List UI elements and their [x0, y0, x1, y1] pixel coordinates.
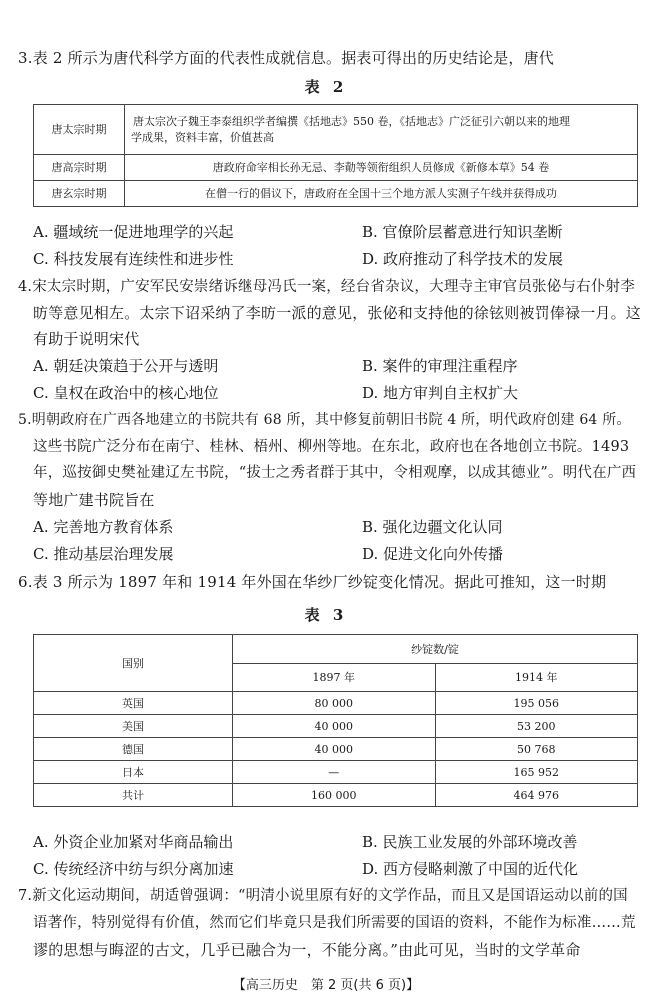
table-cell-country: 德国 [34, 738, 233, 761]
q6-stem: 6.表 3 所示为 1897 年和 1914 年外国在华纱厂纱锭变化情况。据此可推知，这一时期 [18, 573, 607, 591]
q3-option-d[interactable]: D. 政府推动了科学技术的发展 [362, 250, 564, 268]
table-cell-era: 唐太宗时期 [34, 105, 125, 155]
q3-stem: 3.表 2 所示为唐代科学方面的代表性成就信息。据表可得出的历史结论是，唐代 [18, 49, 554, 67]
table-cell-value: 195 056 [435, 692, 638, 715]
table-cell-era: 唐高宗时期 [34, 155, 125, 181]
table-row [34, 761, 638, 784]
q7-stem-line: 谬的思想与晦涩的古文，几乎已融合为一，不能分离。”由此可见，当时的文学革命 [33, 941, 581, 959]
table-cell-country: 英国 [34, 692, 233, 715]
table-cell-value: 50 768 [435, 738, 638, 761]
table-cell-value: 53 200 [435, 715, 638, 738]
q5-option-b[interactable]: B. 强化边疆文化认同 [362, 518, 503, 536]
table-3 [33, 634, 638, 807]
table-header-spindles: 纱锭数/锭 [233, 635, 638, 664]
table-row [34, 738, 638, 761]
q4-stem-line: 4.宋太宗时期，广安军民安崇绪诉继母冯氏一案，经台省杂议，大理寺主审官员张佖与右仆射李 [18, 279, 635, 295]
q5-stem-line: 年，巡按御史樊祉建辽左书院，“拔士之秀者群于其中，令相观摩，以成其德业”。明代在广西 [33, 465, 637, 481]
page-footer: 【高三历史 第 2 页(共 6 页)】 [232, 978, 420, 993]
table-cell-line: 唐政府命宰相长孙无忌、李勣等领衔组织人员修成《新修本草》54 卷 [212, 160, 550, 174]
table-cell-line: 唐太宗次子魏王李泰组织学者编撰《括地志》550 卷，《括地志》广泛征引六朝以来的地理 [133, 114, 570, 128]
table-row [34, 181, 638, 207]
q4-option-a[interactable]: A. 朝廷决策趋于公开与透明 [33, 357, 219, 375]
q7-stem-line: 语著作，特别觉得有价值，然而它们毕竟只是我们所需要的国语的资料，不能作为标准……荒 [33, 915, 636, 931]
q4-option-c[interactable]: C. 皇权在政治中的核心地位 [33, 384, 219, 402]
q5-option-d[interactable]: D. 促进文化向外传播 [362, 545, 504, 563]
table-cell-value: 80 000 [233, 692, 436, 715]
table-row [34, 692, 638, 715]
table-header-row [34, 635, 638, 664]
q5-option-a[interactable]: A. 完善地方教育体系 [33, 518, 174, 536]
q4-option-d[interactable]: D. 地方审判自主权扩大 [362, 384, 519, 402]
table-row [34, 105, 638, 155]
table-cell-content [125, 105, 638, 155]
table-cell-country: 美国 [34, 715, 233, 738]
table-row [34, 715, 638, 738]
table-cell-value: 40 000 [233, 715, 436, 738]
table-cell-value: 165 952 [435, 761, 638, 784]
table-cell-country: 共计 [34, 784, 233, 807]
table3-caption: 表 3 [304, 606, 348, 624]
q6-option-a[interactable]: A. 外资企业加紧对华商品输出 [33, 833, 234, 851]
q6-option-d[interactable]: D. 西方侵略刺激了中国的近代化 [362, 860, 579, 878]
table-cell-value: 40 000 [233, 738, 436, 761]
q6-option-b[interactable]: B. 民族工业发展的外部环境改善 [362, 833, 578, 851]
table-header-year: 1914 年 [435, 663, 638, 692]
table-header-year: 1897 年 [233, 663, 436, 692]
table2-caption: 表 2 [304, 78, 348, 96]
table-cell-value: 464 976 [435, 784, 638, 807]
table-row [34, 784, 638, 807]
q4-stem-line: 昉等意见相左。太宗下诏采纳了李昉一派的意见，张佖和支持他的徐铉则被罚俸禄一月。这 [33, 304, 642, 322]
q4-option-b[interactable]: B. 案件的审理注重程序 [362, 357, 518, 375]
q3-option-c[interactable]: C. 科技发展有连续性和进步性 [33, 250, 234, 268]
q5-stem-line: 5.明朝政府在广西各地建立的书院共有 68 所，其中修复前朝旧书院 4 所，明代政府创建 64 所。 [18, 412, 631, 428]
table-cell-content [125, 181, 638, 207]
q4-stem-line: 有助于说明宋代 [33, 330, 140, 348]
table-cell-value: — [233, 761, 436, 784]
table-cell-country: 日本 [34, 761, 233, 784]
table-row [34, 155, 638, 181]
table-cell-line: 在僧一行的倡议下，唐政府在全国十三个地方派人实测子午线并获得成功 [205, 186, 557, 200]
table-cell-content [125, 155, 638, 181]
q5-stem-line: 这些书院广泛分布在南宁、桂林、梧州、柳州等地。在东北，政府也在各地创立书院。1493 [33, 439, 630, 455]
q3-option-b[interactable]: B. 官僚阶层蓄意进行知识垄断 [362, 223, 563, 241]
q5-option-c[interactable]: C. 推动基层治理发展 [33, 545, 174, 563]
q6-option-c[interactable]: C. 传统经济中纺与织分离加速 [33, 860, 234, 878]
q7-stem-line: 7.新文化运动期间，胡适曾强调：“明清小说里原有好的文学作品，而且又是国语运动以前的国 [18, 888, 628, 904]
table-2 [33, 104, 638, 207]
table-cell-value: 160 000 [233, 784, 436, 807]
table-header-country: 国别 [34, 635, 233, 692]
table-cell-line: 学成果，资料丰富，价值甚高 [131, 130, 274, 144]
table-cell-era: 唐玄宗时期 [34, 181, 125, 207]
q3-option-a[interactable]: A. 疆域统一促进地理学的兴起 [33, 223, 234, 241]
q5-stem-line: 等地广建书院旨在 [33, 491, 155, 509]
